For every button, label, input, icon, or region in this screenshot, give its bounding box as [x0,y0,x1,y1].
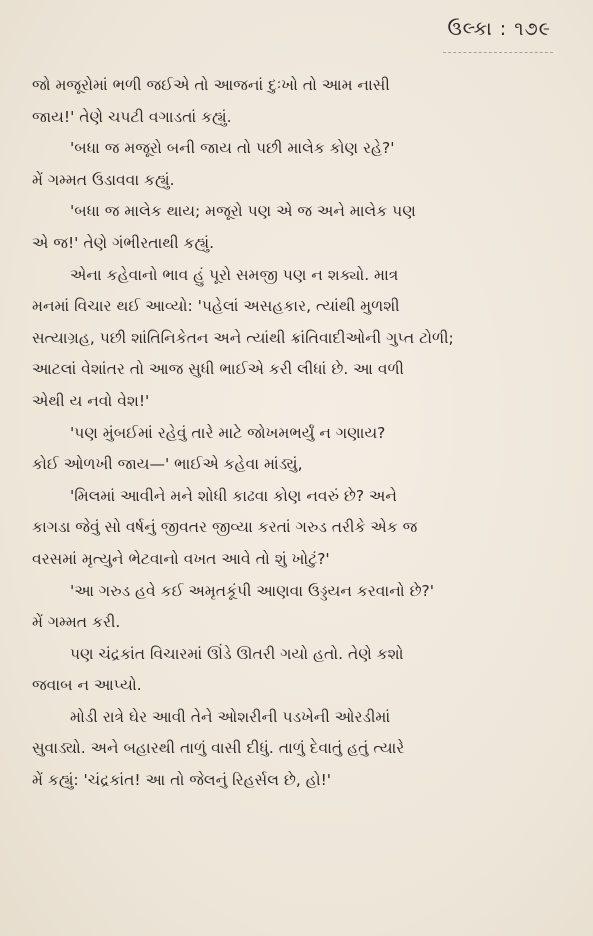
text-line-2: જાય!' તેણે ચપટી વગાડતાં કહ્યું. [32,107,232,126]
text-line-10: આટલાં વેશાંતર તો આજ સુધી ભાઈએ કરી લીધાં છે. આ વળી [32,360,404,379]
text-line-13: કોઈ ઓળખી જાય—' ભાઈએ કહેવા માંડ્યું, [32,455,303,474]
text-line-14: 'મિલમાં આવીને મને શોધી કાઢવા કોણ નવરું છે? અને [70,486,397,505]
text-line-23: મેં કહ્યું: 'ચંદ્રકાંત! આ તો જેલનું રિહર્સલ છે, હો!' [32,771,332,790]
text-line-18: મેં ગમ્મત કરી. [32,613,121,632]
text-line-6: એ જ!' તેણે ગંભીરતાથી કહ્યું. [32,233,215,252]
text-line-19: પણ ચંદ્રકાંત વિચારમાં ઊંડે ઊતરી ગયો હતો. તેણે કશો [70,644,404,663]
text-line-12: 'પણ મુંબઈમાં રહેવું તારે માટે જોખમભર્યું ન ગણાય? [70,423,386,442]
text-line-11: એથી ય નવો વેશ!' [32,391,150,410]
text-line-1: જો મજૂરોમાં ભળી જઈએ તો આજનાં દુઃખો તો આમ નાસી [32,76,390,94]
text-line-20: જવાબ ન આપ્યો. [32,676,142,695]
text-line-21: મોડી રાત્રે ઘેર આવી તેને ઓશરીની પડખેની ઓરડીમાં [70,707,391,726]
text-line-17: 'આ ગરુડ હવે કઈ અમૃતકૂંપી આણવા ઉડ્ડયન કરવાનો છે?' [70,581,435,600]
header-ornament-rule [443,48,553,53]
text-line-5: 'બધા જ માલેક થાય; મજૂરો પણ એ જ અને માલેક પણ [70,202,416,221]
running-header: ઉલ્કા : ૧૭૯ [447,18,551,40]
text-line-8: મનમાં વિચાર થઈ આવ્યો: 'પહેલાં અસહકાર, ત્યાંથી મુળશી [32,297,400,316]
text-line-15: કાગડા જેવું સો વર્ષનું જીવતર જીવ્યા કરતાં ગરુડ તરીકે એક જ [32,518,418,537]
text-line-7: એના કહેવાનો ભાવ હું પૂરો સમજી પણ ન શક્યો. માત્ર [70,265,399,284]
page-body-text [32,70,562,797]
text-line-3: 'બધા જ મજૂરો બની જાય તો પછી માલેક કોણ રહે?' [70,139,395,158]
text-line-16: વરસમાં મૃત્યુને ભેટવાનો વખત આવે તો શું ખોટું?' [32,549,330,568]
text-line-4: મેં ગમ્મત ઉડાવવા કહ્યું. [32,170,175,189]
text-line-22: સુવાડ્યો. અને બહારથી તાળું વાસી દીધું. તાળું દેવાતું હતું ત્યારે [32,739,405,758]
text-line-9: સત્યાગ્રહ, પછી શાંતિનિકેતન અને ત્યાંથી ક્રાંતિવાદીઓની ગુપ્ત ટોળી; [32,328,454,347]
